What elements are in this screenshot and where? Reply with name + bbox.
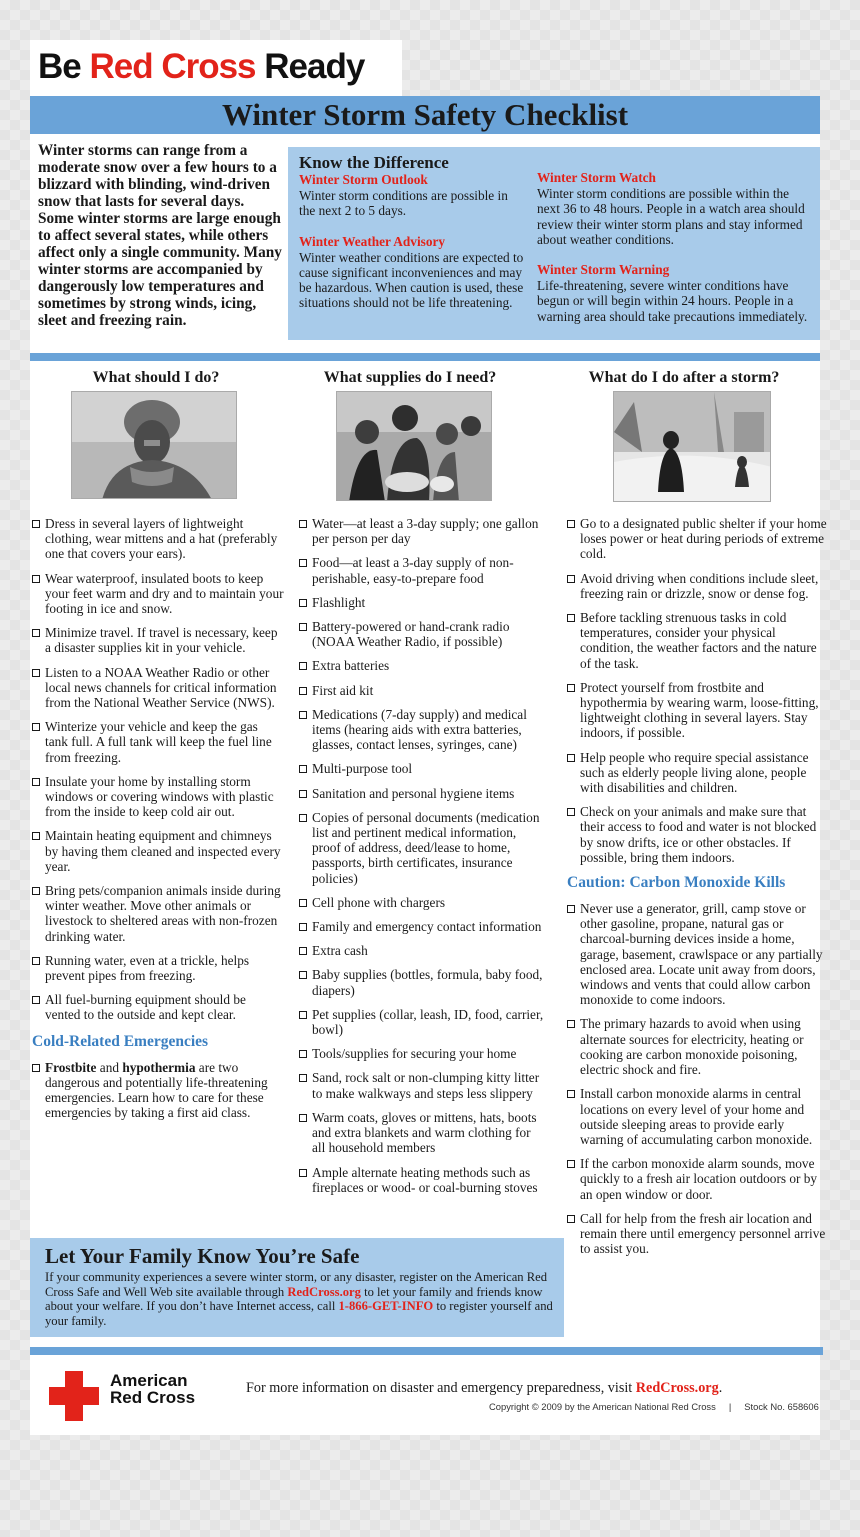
list-item: Sanitation and personal hygiene items xyxy=(299,786,545,801)
list-item: Call for help from the fresh air location and remain there until emergency personnel arrive to assist you. xyxy=(567,1211,831,1257)
more-info-text: For more information on disaster and emergency preparedness, visit RedCross.org. xyxy=(246,1380,723,1396)
checkbox-icon[interactable] xyxy=(32,575,40,583)
checkbox-icon[interactable] xyxy=(567,1090,575,1098)
checkbox-icon[interactable] xyxy=(299,559,307,567)
warning-def: Life-threatening, severe winter conditions have begun or will begin within 24 hours. People in a warning area should take precautions immediately. xyxy=(537,278,808,324)
photo-snowy-street xyxy=(613,391,771,502)
col3-checklist xyxy=(567,516,831,1265)
list-item: Baby supplies (bottles, formula, baby food, diapers) xyxy=(299,967,545,997)
list-item: Pet supplies (collar, leash, ID, food, carrier, bowl) xyxy=(299,1007,545,1037)
checkbox-icon[interactable] xyxy=(567,808,575,816)
brand-red: Red Cross xyxy=(89,47,256,86)
phone-link[interactable]: 1-866-GET-INFO xyxy=(338,1299,434,1314)
list-item: Multi-purpose tool xyxy=(299,761,545,776)
checkbox-icon[interactable] xyxy=(32,832,40,840)
list-item: Running water, even at a trickle, helps prevent pipes from freezing. xyxy=(32,953,284,983)
checkbox-icon[interactable] xyxy=(567,614,575,622)
co-kills-heading: Caution: Carbon Monoxide Kills xyxy=(567,874,786,892)
checkbox-icon[interactable] xyxy=(567,520,575,528)
checkbox-icon[interactable] xyxy=(32,629,40,637)
checkbox-icon[interactable] xyxy=(299,790,307,798)
checkbox-icon[interactable] xyxy=(299,711,307,719)
checkbox-icon[interactable] xyxy=(299,1169,307,1177)
brand-suffix: Ready xyxy=(255,47,365,86)
list-item: Listen to a NOAA Weather Radio or other local news channels for critical information from the National Weather Service (NWS). xyxy=(32,665,284,711)
list-item: Warm coats, gloves or mittens, hats, boots and extra blankets and warm clothing for all household members xyxy=(299,1110,545,1156)
outlook-term: Winter Storm Outlook xyxy=(299,172,428,187)
advisory-term: Winter Weather Advisory xyxy=(299,233,446,249)
checkbox-icon[interactable] xyxy=(299,765,307,773)
list-item: Copies of personal documents (medication list and pertinent medical information, proof of address, deed/lease to home, passports, birth certificates, insurance policies) xyxy=(299,810,545,886)
checkbox-icon[interactable] xyxy=(299,1074,307,1082)
list-item: Protect yourself from frostbite and hypothermia by wearing warm, loose-fitting, lightweight clothing in several layers. Stay indoors, if possible. xyxy=(567,680,831,741)
list-item: Battery-powered or hand-crank radio (NOAA Weather Radio, if possible) xyxy=(299,619,545,649)
footer-redcross-link[interactable]: RedCross.org xyxy=(635,1380,719,1396)
divider-bottom xyxy=(30,1347,823,1355)
list-item: Water—at least a 3-day supply; one gallon per person per day xyxy=(299,516,545,546)
list-item: Extra batteries xyxy=(299,658,545,673)
person-in-cold-image xyxy=(72,392,237,499)
checkbox-icon[interactable] xyxy=(299,1114,307,1122)
watch-term: Winter Storm Watch xyxy=(537,170,656,185)
family-supplies-image xyxy=(337,392,492,501)
checkbox-icon[interactable] xyxy=(299,814,307,822)
checkbox-icon[interactable] xyxy=(299,520,307,528)
list-item: Sand, rock salt or non-clumping kitty litter to make walkways and steps less slippery xyxy=(299,1070,545,1100)
checkbox-icon[interactable] xyxy=(567,1215,575,1223)
safe-title: Let Your Family Know You’re Safe xyxy=(45,1244,360,1268)
list-item: Ample alternate heating methods such as fireplaces or wood- or coal-burning stoves xyxy=(299,1165,545,1195)
col2-heading: What supplies do I need? xyxy=(323,369,497,386)
col3-heading: What do I do after a storm? xyxy=(588,369,780,386)
photo-person-in-cold xyxy=(71,391,237,499)
list-item: Cell phone with chargers xyxy=(299,895,545,910)
snowy-street-image xyxy=(614,392,771,502)
know-right-column xyxy=(537,170,811,324)
checkbox-icon[interactable] xyxy=(299,899,307,907)
list-item: Flashlight xyxy=(299,595,545,610)
checkbox-icon[interactable] xyxy=(567,575,575,583)
checkbox-icon[interactable] xyxy=(299,662,307,670)
advisory-def: Winter weather conditions are expected to cause significant inconveniences and may be hazardous. When caution is used, these situations should not be life threatening. xyxy=(299,249,524,311)
list-item: Minimize travel. If travel is necessary, keep a disaster supplies kit in your vehicle. xyxy=(32,625,284,655)
checkbox-icon[interactable] xyxy=(567,1160,575,1168)
cold-emergencies-heading: Cold-Related Emergencies xyxy=(32,1032,209,1050)
checkbox-icon[interactable] xyxy=(32,1064,40,1072)
list-item: All fuel-burning equipment should be vented to the outside and kept clear. xyxy=(32,992,284,1022)
checkbox-icon[interactable] xyxy=(299,599,307,607)
checkbox-icon[interactable] xyxy=(32,778,40,786)
red-cross-icon xyxy=(46,1367,106,1427)
checkbox-icon[interactable] xyxy=(32,996,40,1004)
list-item: Before tackling strenuous tasks in cold temperatures, consider your physical condition, the weather factors and the nature of the task. xyxy=(567,610,831,671)
know-left-column xyxy=(299,172,525,311)
checkbox-icon[interactable] xyxy=(299,947,307,955)
list-item: Install carbon monoxide alarms in central locations on every level of your home and outside sleeping areas to provide early warning of accumulating carbon monoxide. xyxy=(567,1086,831,1147)
col1-heading: What should I do? xyxy=(92,369,220,386)
list-item: The primary hazards to avoid when using alternate sources for electricity, heating or cooking are carbon monoxide poisoning, electric shock and fire. xyxy=(567,1016,831,1077)
list-item: Extra cash xyxy=(299,943,545,958)
list-item: Family and emergency contact information xyxy=(299,919,545,934)
list-item: Avoid driving when conditions include sleet, freezing rain or drizzle, snow or dense fog. xyxy=(567,571,831,601)
logo-wordmark: American Red Cross xyxy=(110,1371,196,1407)
checkbox-icon[interactable] xyxy=(32,887,40,895)
list-item: Go to a designated public shelter if your home loses power or heat during periods of extreme cold. xyxy=(567,516,831,562)
copyright-text: Copyright © 2009 by the American National Red Cross | Stock No. 658606 xyxy=(489,1401,819,1412)
checkbox-icon[interactable] xyxy=(299,687,307,695)
list-item: Wear waterproof, insulated boots to keep your feet warm and dry and to maintain your footing in ice and snow. xyxy=(32,571,284,617)
list-item: Winterize your vehicle and keep the gas tank full. A full tank will keep the fuel line from freezing. xyxy=(32,719,284,765)
list-item: Maintain heating equipment and chimneys by having them cleaned and inspected every year. xyxy=(32,828,284,874)
page-title: Winter Storm Safety Checklist xyxy=(221,97,629,132)
list-item: First aid kit xyxy=(299,683,545,698)
checkbox-icon[interactable] xyxy=(299,623,307,631)
checkbox-icon[interactable] xyxy=(567,905,575,913)
list-item: Help people who require special assistance such as elderly people living alone, people with disabilities and children. xyxy=(567,750,831,796)
checkbox-icon[interactable] xyxy=(32,520,40,528)
list-item: Frostbite and hypothermia are two dangerous and potentially life-threatening emergencies. Learn how to care for these emergencies by taking a first aid class. xyxy=(32,1060,284,1121)
checkbox-icon[interactable] xyxy=(32,723,40,731)
checkbox-icon[interactable] xyxy=(567,684,575,692)
list-item: Food—at least a 3-day supply of non-perishable, easy-to-prepare food xyxy=(299,555,545,585)
brand-prefix: Be xyxy=(38,47,90,86)
checkbox-icon[interactable] xyxy=(32,957,40,965)
list-item: If the carbon monoxide alarm sounds, move quickly to a fresh air location outdoors or by an open window or door. xyxy=(567,1156,831,1202)
safe-text: If your community experiences a severe winter storm, or any disaster, register on the American Red Cross Safe and Well Web site available through RedCross.org to let your family and friends know about your welfare. If you don’t have Internet access, call 1-866-GET-INFO to register yourself and your family. xyxy=(45,1270,553,1328)
redcross-link[interactable]: RedCross.org xyxy=(287,1284,361,1299)
list-item: Medications (7-day supply) and medical items (hearing aids with extra batteries, glasses, contact lenses, syringes, cane) xyxy=(299,707,545,753)
know-title: Know the Difference xyxy=(299,153,449,172)
brand-title xyxy=(38,47,364,87)
col1-checklist xyxy=(32,516,284,1130)
photo-family-supplies xyxy=(336,391,492,501)
checkbox-icon[interactable] xyxy=(567,754,575,762)
checkbox-icon[interactable] xyxy=(299,923,307,931)
col2-checklist xyxy=(299,516,545,1204)
list-item: Insulate your home by installing storm windows or covering windows with plastic from the inside to keep cold air out. xyxy=(32,774,284,820)
watch-def: Winter storm conditions are possible within the next 36 to 48 hours. People in a watch area should review their winter storm plans and stay informed about weather conditions. xyxy=(537,186,805,247)
list-item: Never use a generator, grill, camp stove or other gasoline, propane, natural gas or charcoal-burning devices inside a home, garage, basement, crawlspace or any partially enclosed area. Locate unit away from doors, windows and vents that could allow carbon monoxide to come indoors. xyxy=(567,901,831,1007)
list-item: Tools/supplies for securing your home xyxy=(299,1046,545,1061)
outlook-def: Winter storm conditions are possible in the next 2 to 5 days. xyxy=(299,188,508,219)
checkbox-icon[interactable] xyxy=(299,1050,307,1058)
checkbox-icon[interactable] xyxy=(567,1020,575,1028)
list-item: Dress in several layers of lightweight clothing, wear mittens and a hat (preferably one that covers your ears). xyxy=(32,516,284,562)
checkbox-icon[interactable] xyxy=(299,971,307,979)
warning-term: Winter Storm Warning xyxy=(537,262,670,278)
checkbox-icon[interactable] xyxy=(32,669,40,677)
divider-top xyxy=(30,353,820,361)
intro-text: Winter storms can range from a moderate snow over a few hours to a blizzard with blinding, wind-driven snow that lasts for several days. Some winter storms are large enough to affect several states, while others affect only a single community. Many winter storms are accompanied by dangerously low temperatures and sometimes by strong winds, icing, sleet and freezing rain. xyxy=(38,142,282,329)
list-item: Bring pets/companion animals inside during winter weather. Move other animals or livestock to sheltered areas with non-frozen drinking water. xyxy=(32,883,284,944)
checkbox-icon[interactable] xyxy=(299,1011,307,1019)
list-item: Check on your animals and make sure that their access to food and water is not blocked by snow drifts, ice or other obstacles. If possible, bring them indoors. xyxy=(567,804,831,865)
